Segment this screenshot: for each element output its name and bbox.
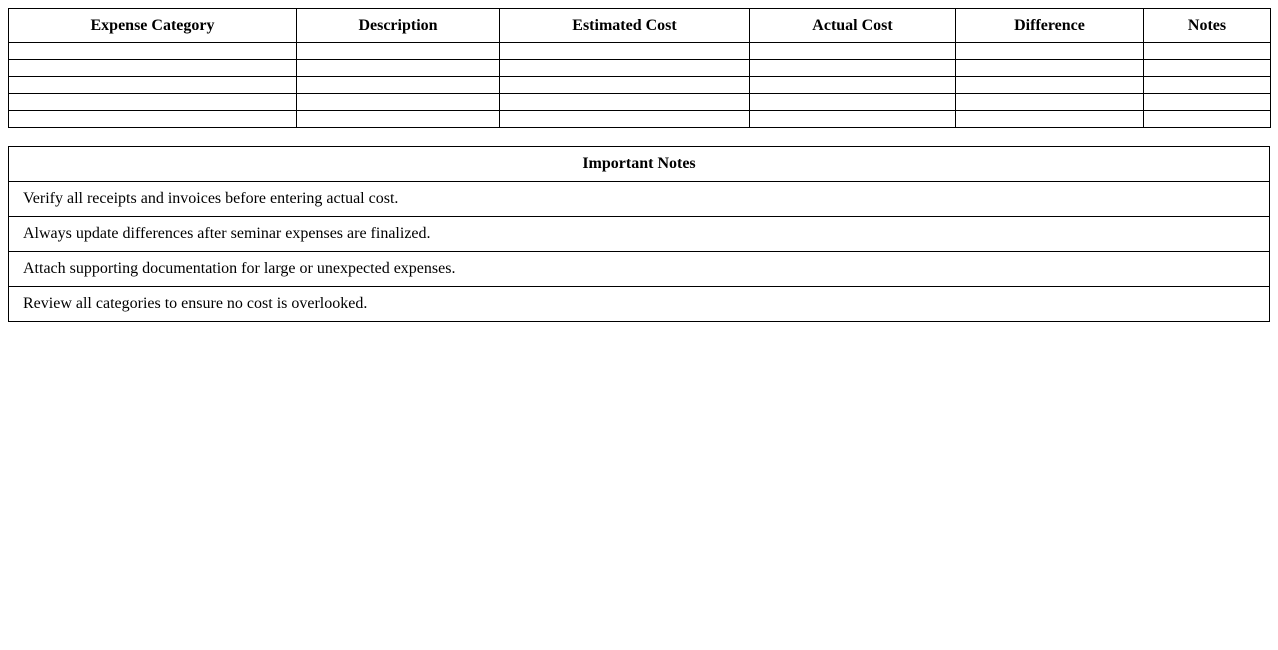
table-cell[interactable]	[956, 43, 1144, 60]
table-row	[9, 94, 1271, 111]
table-cell[interactable]	[500, 77, 750, 94]
table-cell[interactable]	[750, 77, 956, 94]
list-item	[9, 182, 1270, 217]
table-row	[9, 43, 1271, 60]
note-text: Always update differences after seminar expenses are finalized.	[9, 217, 1270, 252]
table-cell[interactable]	[956, 94, 1144, 111]
header-expense-category: Expense Category	[9, 9, 297, 43]
note-text: Verify all receipts and invoices before entering actual cost.	[9, 182, 1270, 217]
table-cell[interactable]	[956, 60, 1144, 77]
expense-table	[8, 8, 1271, 128]
table-cell[interactable]	[956, 111, 1144, 128]
important-notes-table	[8, 146, 1270, 322]
table-cell[interactable]	[750, 43, 956, 60]
table-cell[interactable]	[297, 94, 500, 111]
table-cell[interactable]	[500, 111, 750, 128]
table-cell[interactable]	[9, 94, 297, 111]
note-text: Review all categories to ensure no cost is overlooked.	[9, 287, 1270, 322]
header-description: Description	[297, 9, 500, 43]
table-row	[9, 111, 1271, 128]
table-cell[interactable]	[750, 111, 956, 128]
expense-table-header-row	[9, 9, 1271, 43]
table-cell[interactable]	[1144, 77, 1271, 94]
note-text: Attach supporting documentation for large or unexpected expenses.	[9, 252, 1270, 287]
notes-header-row	[9, 147, 1270, 182]
table-cell[interactable]	[1144, 60, 1271, 77]
table-cell[interactable]	[1144, 111, 1271, 128]
page	[0, 0, 1270, 322]
table-cell[interactable]	[9, 77, 297, 94]
list-item	[9, 217, 1270, 252]
table-cell[interactable]	[500, 94, 750, 111]
table-cell[interactable]	[9, 111, 297, 128]
table-cell[interactable]	[1144, 94, 1271, 111]
important-notes-title: Important Notes	[9, 147, 1270, 182]
header-estimated-cost: Estimated Cost	[500, 9, 750, 43]
table-cell[interactable]	[297, 77, 500, 94]
table-cell[interactable]	[1144, 43, 1271, 60]
table-cell[interactable]	[297, 43, 500, 60]
table-cell[interactable]	[297, 60, 500, 77]
table-cell[interactable]	[750, 94, 956, 111]
header-actual-cost: Actual Cost	[750, 9, 956, 43]
table-row	[9, 60, 1271, 77]
header-notes: Notes	[1144, 9, 1271, 43]
table-cell[interactable]	[956, 77, 1144, 94]
table-cell[interactable]	[750, 60, 956, 77]
header-difference: Difference	[956, 9, 1144, 43]
table-cell[interactable]	[500, 43, 750, 60]
table-cell[interactable]	[500, 60, 750, 77]
table-row	[9, 77, 1271, 94]
table-cell[interactable]	[9, 43, 297, 60]
table-cell[interactable]	[9, 60, 297, 77]
table-cell[interactable]	[297, 111, 500, 128]
list-item	[9, 252, 1270, 287]
list-item	[9, 287, 1270, 322]
